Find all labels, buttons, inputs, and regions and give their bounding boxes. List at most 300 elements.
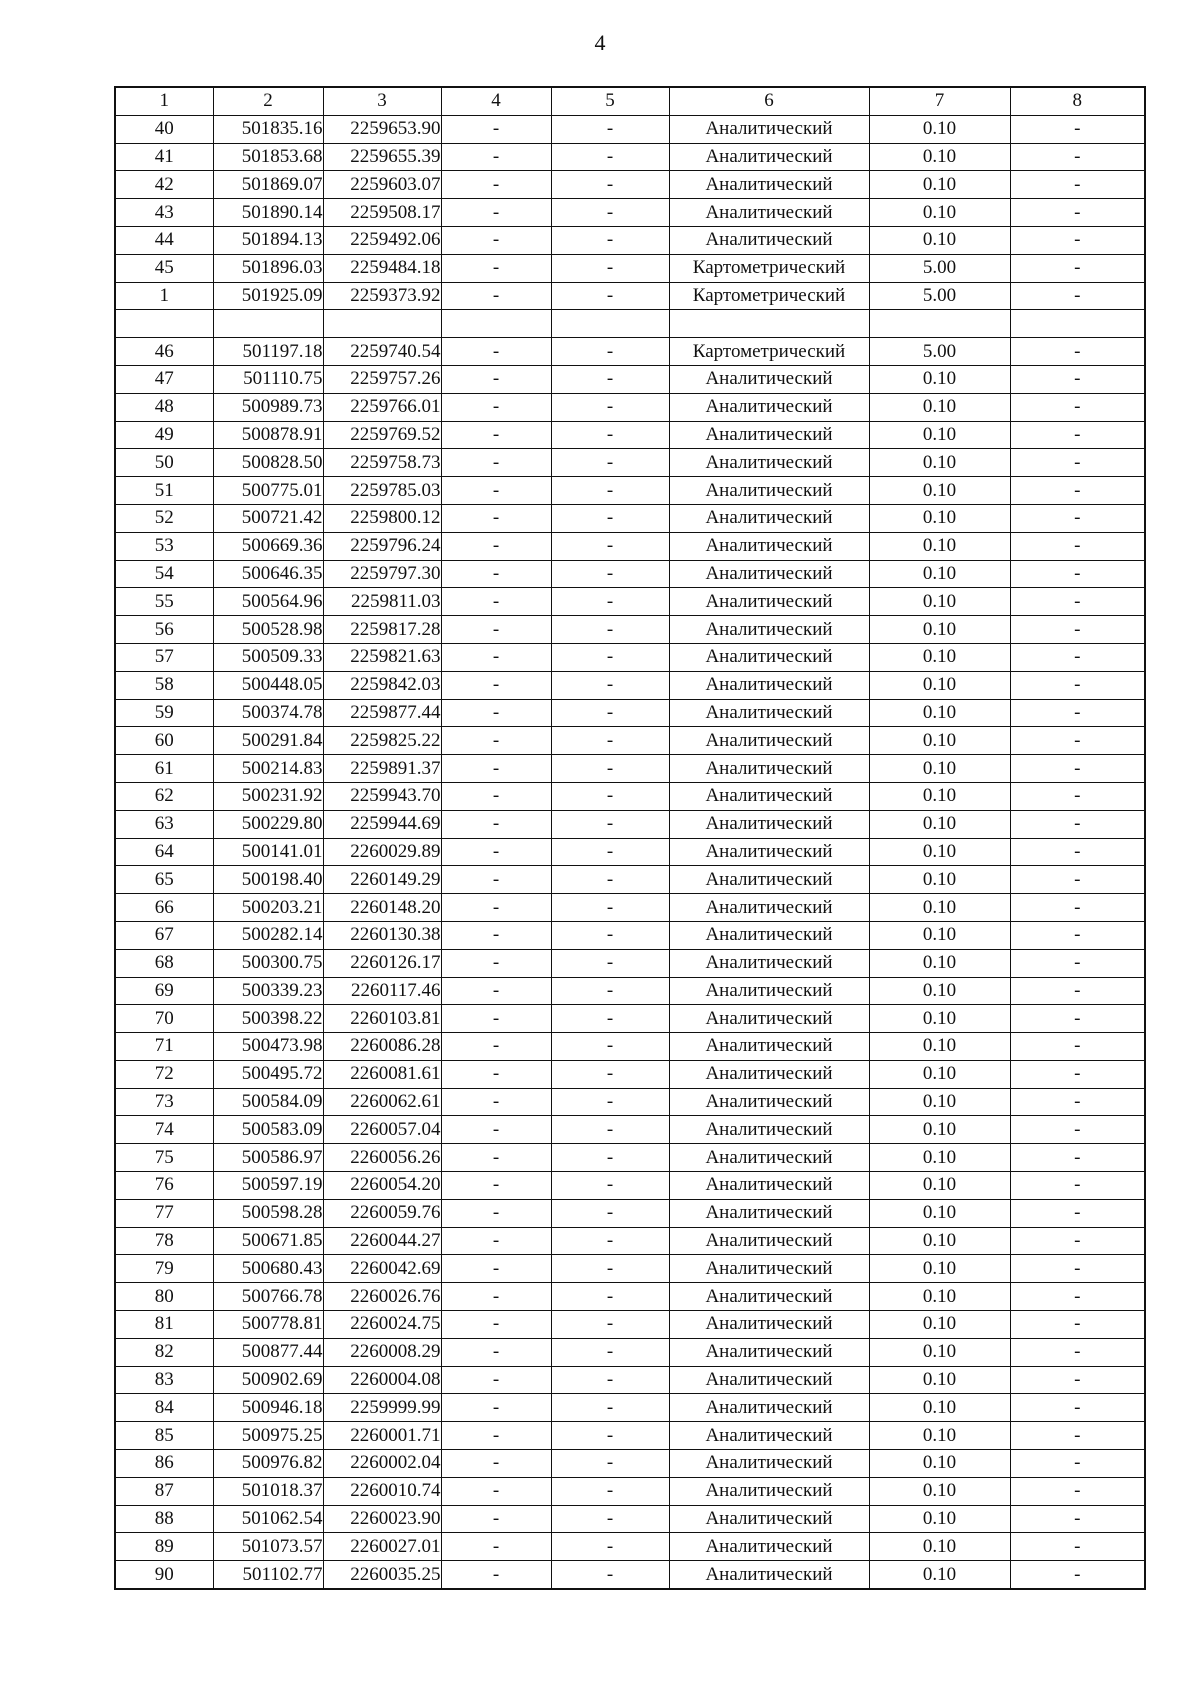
cell-point-number: 57 [115,643,213,671]
cell-accuracy: 0.10 [869,977,1010,1005]
cell-accuracy: 0.10 [869,1505,1010,1533]
cell-accuracy: 0.10 [869,866,1010,894]
cell-y-coordinate: 2259653.90 [323,115,441,143]
cell-col-4: - [441,338,551,366]
cell-col-5: - [551,699,669,727]
cell-col-5: - [551,338,669,366]
table-row [115,1561,1145,1589]
cell-point-number: 41 [115,143,213,171]
cell-col-8: - [1010,1533,1145,1561]
cell-x-coordinate: 500989.73 [213,393,323,421]
cell-col-5: - [551,1116,669,1144]
cell-col-8: - [1010,1199,1145,1227]
table-row [115,810,1145,838]
table-row [115,1255,1145,1283]
table-row [115,1505,1145,1533]
cell-y-coordinate: 2260056.26 [323,1144,441,1172]
table-row [115,699,1145,727]
cell-method: Аналитический [669,1088,869,1116]
coordinates-table [114,86,1146,1590]
cell-accuracy: 0.10 [869,365,1010,393]
cell-method: Аналитический [669,1060,869,1088]
cell-x-coordinate: 501073.57 [213,1533,323,1561]
cell-x-coordinate [213,310,323,338]
cell-accuracy: 0.10 [869,699,1010,727]
cell-method: Аналитический [669,171,869,199]
cell-col-4: - [441,504,551,532]
cell-y-coordinate: 2259842.03 [323,671,441,699]
cell-x-coordinate: 500300.75 [213,949,323,977]
cell-col-4: - [441,1533,551,1561]
cell-col-5: - [551,226,669,254]
cell-col-5: - [551,782,669,810]
cell-accuracy: 0.10 [869,755,1010,783]
cell-accuracy: 5.00 [869,254,1010,282]
cell-accuracy: 0.10 [869,171,1010,199]
cell-accuracy: 0.10 [869,616,1010,644]
cell-point-number: 87 [115,1477,213,1505]
cell-accuracy: 0.10 [869,894,1010,922]
cell-y-coordinate: 2260054.20 [323,1172,441,1200]
cell-y-coordinate: 2259800.12 [323,504,441,532]
header-cell-col-8: 8 [1010,87,1145,115]
cell-col-4: - [441,1144,551,1172]
cell-accuracy: 0.10 [869,727,1010,755]
cell-point-number: 86 [115,1450,213,1478]
cell-method: Аналитический [669,588,869,616]
cell-y-coordinate: 2259373.92 [323,282,441,310]
table-row [115,477,1145,505]
cell-col-5: - [551,1533,669,1561]
cell-point-number: 59 [115,699,213,727]
header-cell-col-4: 4 [441,87,551,115]
cell-method: Аналитический [669,560,869,588]
cell-col-8: - [1010,115,1145,143]
cell-col-8: - [1010,977,1145,1005]
cell-y-coordinate: 2259797.30 [323,560,441,588]
cell-col-5: - [551,810,669,838]
table-row [115,338,1145,366]
cell-col-4: - [441,199,551,227]
cell-col-5: - [551,1255,669,1283]
cell-point-number: 51 [115,477,213,505]
cell-col-8: - [1010,1060,1145,1088]
cell-col-5: - [551,1144,669,1172]
cell-col-4: - [441,1477,551,1505]
cell-x-coordinate: 501018.37 [213,1477,323,1505]
table-row [115,588,1145,616]
table-row [115,365,1145,393]
cell-x-coordinate: 500509.33 [213,643,323,671]
cell-method [669,310,869,338]
cell-col-8: - [1010,254,1145,282]
cell-method: Аналитический [669,1283,869,1311]
cell-point-number: 52 [115,504,213,532]
cell-col-5: - [551,1033,669,1061]
cell-col-8: - [1010,282,1145,310]
cell-col-8: - [1010,1144,1145,1172]
cell-method: Аналитический [669,1227,869,1255]
cell-accuracy: 0.10 [869,949,1010,977]
cell-col-4: - [441,477,551,505]
cell-col-4: - [441,532,551,560]
cell-y-coordinate: 2260117.46 [323,977,441,1005]
cell-accuracy: 0.10 [869,1477,1010,1505]
table-row [115,226,1145,254]
cell-y-coordinate: 2259655.39 [323,143,441,171]
cell-accuracy: 0.10 [869,810,1010,838]
cell-col-5: - [551,282,669,310]
table-row [115,921,1145,949]
cell-y-coordinate: 2259785.03 [323,477,441,505]
cell-accuracy: 0.10 [869,643,1010,671]
cell-col-8: - [1010,171,1145,199]
cell-method: Аналитический [669,1005,869,1033]
table-row [115,1366,1145,1394]
cell-x-coordinate: 500975.25 [213,1422,323,1450]
cell-col-4: - [441,1450,551,1478]
cell-x-coordinate: 500398.22 [213,1005,323,1033]
cell-y-coordinate: 2260042.69 [323,1255,441,1283]
cell-point-number: 73 [115,1088,213,1116]
header-cell-method: 6 [669,87,869,115]
cell-accuracy: 0.10 [869,782,1010,810]
cell-col-8: - [1010,1172,1145,1200]
cell-y-coordinate: 2260103.81 [323,1005,441,1033]
cell-x-coordinate: 501894.13 [213,226,323,254]
cell-col-5: - [551,977,669,1005]
cell-col-4: - [441,866,551,894]
table-row [115,449,1145,477]
cell-point-number: 50 [115,449,213,477]
cell-y-coordinate: 2259740.54 [323,338,441,366]
table-row [115,1311,1145,1339]
cell-col-8: - [1010,199,1145,227]
cell-accuracy: 5.00 [869,282,1010,310]
cell-col-5: - [551,1394,669,1422]
cell-method: Аналитический [669,810,869,838]
header-cell-point-number: 1 [115,87,213,115]
table-row [115,1033,1145,1061]
table-row [115,977,1145,1005]
cell-col-8: - [1010,226,1145,254]
cell-x-coordinate: 501925.09 [213,282,323,310]
cell-x-coordinate: 500976.82 [213,1450,323,1478]
cell-point-number: 54 [115,560,213,588]
cell-col-4: - [441,1422,551,1450]
cell-method: Аналитический [669,365,869,393]
cell-col-8: - [1010,727,1145,755]
cell-col-8: - [1010,1505,1145,1533]
cell-col-8: - [1010,560,1145,588]
cell-col-4: - [441,393,551,421]
table-row [115,894,1145,922]
cell-col-5: - [551,199,669,227]
cell-col-5: - [551,1283,669,1311]
cell-col-5: - [551,1338,669,1366]
table-row [115,1144,1145,1172]
cell-method: Аналитический [669,894,869,922]
cell-col-8: - [1010,1477,1145,1505]
cell-point-number: 76 [115,1172,213,1200]
table-row [115,755,1145,783]
cell-col-4: - [441,1366,551,1394]
cell-col-4: - [441,365,551,393]
cell-y-coordinate: 2259484.18 [323,254,441,282]
cell-col-4: - [441,1505,551,1533]
cell-col-5: - [551,1477,669,1505]
cell-col-4: - [441,755,551,783]
cell-col-4: - [441,143,551,171]
cell-x-coordinate: 500828.50 [213,449,323,477]
cell-point-number: 68 [115,949,213,977]
table-row [115,616,1145,644]
cell-col-8: - [1010,616,1145,644]
cell-accuracy: 0.10 [869,477,1010,505]
cell-accuracy: 0.10 [869,1088,1010,1116]
table-row [115,1283,1145,1311]
cell-method: Аналитический [669,755,869,783]
cell-col-5: - [551,894,669,922]
table-row [115,727,1145,755]
cell-accuracy: 0.10 [869,1227,1010,1255]
cell-method: Аналитический [669,1311,869,1339]
cell-col-5: - [551,838,669,866]
cell-col-4: - [441,226,551,254]
cell-accuracy: 0.10 [869,921,1010,949]
cell-point-number: 45 [115,254,213,282]
cell-y-coordinate: 2260062.61 [323,1088,441,1116]
cell-col-5: - [551,1366,669,1394]
table-row [115,421,1145,449]
cell-col-5: - [551,866,669,894]
cell-point-number: 79 [115,1255,213,1283]
cell-accuracy: 5.00 [869,338,1010,366]
cell-col-8 [1010,310,1145,338]
table-row [115,782,1145,810]
cell-point-number: 1 [115,282,213,310]
cell-method: Аналитический [669,1422,869,1450]
cell-point-number: 88 [115,1505,213,1533]
table-row [115,838,1145,866]
cell-method: Аналитический [669,1144,869,1172]
cell-col-5: - [551,727,669,755]
cell-y-coordinate: 2259603.07 [323,171,441,199]
cell-col-5: - [551,171,669,199]
cell-col-8: - [1010,143,1145,171]
cell-x-coordinate: 500141.01 [213,838,323,866]
cell-x-coordinate: 500448.05 [213,671,323,699]
cell-y-coordinate [323,310,441,338]
table-row [115,504,1145,532]
cell-col-5: - [551,421,669,449]
cell-col-8: - [1010,365,1145,393]
cell-point-number: 81 [115,1311,213,1339]
cell-col-4: - [441,1060,551,1088]
cell-y-coordinate: 2260002.04 [323,1450,441,1478]
cell-method: Аналитический [669,1450,869,1478]
cell-col-8: - [1010,755,1145,783]
cell-col-8: - [1010,1366,1145,1394]
cell-col-5: - [551,588,669,616]
cell-accuracy: 0.10 [869,1311,1010,1339]
cell-x-coordinate: 500231.92 [213,782,323,810]
cell-y-coordinate: 2260027.01 [323,1533,441,1561]
cell-col-8: - [1010,504,1145,532]
cell-method: Аналитический [669,1116,869,1144]
table-row [115,560,1145,588]
cell-x-coordinate: 500528.98 [213,616,323,644]
cell-point-number: 69 [115,977,213,1005]
cell-point-number: 44 [115,226,213,254]
cell-point-number: 77 [115,1199,213,1227]
cell-y-coordinate: 2260001.71 [323,1422,441,1450]
cell-y-coordinate: 2259758.73 [323,449,441,477]
table-row [115,115,1145,143]
cell-col-4: - [441,588,551,616]
cell-col-8: - [1010,810,1145,838]
cell-col-8: - [1010,1311,1145,1339]
table-row [115,1227,1145,1255]
cell-y-coordinate: 2260029.89 [323,838,441,866]
cell-y-coordinate: 2260130.38 [323,921,441,949]
table-row [115,1477,1145,1505]
cell-x-coordinate: 501102.77 [213,1561,323,1589]
cell-method: Аналитический [669,1255,869,1283]
cell-point-number: 74 [115,1116,213,1144]
cell-point-number: 90 [115,1561,213,1589]
cell-method: Аналитический [669,727,869,755]
cell-accuracy: 0.10 [869,1366,1010,1394]
cell-x-coordinate: 500214.83 [213,755,323,783]
cell-x-coordinate: 501853.68 [213,143,323,171]
cell-accuracy: 0.10 [869,1283,1010,1311]
table-row [115,532,1145,560]
cell-col-8: - [1010,1338,1145,1366]
cell-col-5: - [551,755,669,783]
cell-col-8: - [1010,921,1145,949]
cell-accuracy: 0.10 [869,1144,1010,1172]
cell-col-5: - [551,1060,669,1088]
cell-method: Аналитический [669,1338,869,1366]
table-row [115,310,1145,338]
cell-accuracy: 0.10 [869,226,1010,254]
cell-accuracy: 0.10 [869,588,1010,616]
table-row [115,866,1145,894]
cell-col-5: - [551,1311,669,1339]
table-row [115,1116,1145,1144]
cell-col-8: - [1010,421,1145,449]
cell-x-coordinate: 501896.03 [213,254,323,282]
cell-point-number: 46 [115,338,213,366]
cell-point-number [115,310,213,338]
cell-col-5: - [551,616,669,644]
cell-col-4: - [441,977,551,1005]
cell-point-number: 42 [115,171,213,199]
cell-y-coordinate: 2259817.28 [323,616,441,644]
cell-col-4: - [441,282,551,310]
cell-col-8: - [1010,477,1145,505]
cell-col-4: - [441,810,551,838]
cell-accuracy: 0.10 [869,421,1010,449]
cell-point-number: 67 [115,921,213,949]
cell-col-4: - [441,171,551,199]
cell-col-5: - [551,1450,669,1478]
cell-method: Аналитический [669,838,869,866]
cell-col-5: - [551,643,669,671]
cell-point-number: 49 [115,421,213,449]
cell-method: Аналитический [669,977,869,1005]
cell-point-number: 47 [115,365,213,393]
cell-method: Аналитический [669,477,869,505]
cell-accuracy [869,310,1010,338]
cell-col-4: - [441,1227,551,1255]
cell-method: Аналитический [669,866,869,894]
cell-method: Картометрический [669,282,869,310]
cell-method: Аналитический [669,1394,869,1422]
cell-point-number: 56 [115,616,213,644]
cell-point-number: 89 [115,1533,213,1561]
cell-col-5: - [551,504,669,532]
table-row [115,949,1145,977]
cell-col-4: - [441,1199,551,1227]
cell-point-number: 72 [115,1060,213,1088]
table-row [115,282,1145,310]
table-row [115,254,1145,282]
cell-accuracy: 0.10 [869,1561,1010,1589]
cell-col-8: - [1010,949,1145,977]
cell-col-4: - [441,949,551,977]
cell-method: Картометрический [669,254,869,282]
table-row [115,1199,1145,1227]
cell-col-4: - [441,671,551,699]
cell-y-coordinate: 2259508.17 [323,199,441,227]
cell-col-4: - [441,894,551,922]
table-row [115,199,1145,227]
cell-method: Аналитический [669,449,869,477]
cell-col-8: - [1010,1283,1145,1311]
cell-col-5: - [551,115,669,143]
cell-accuracy: 0.10 [869,143,1010,171]
cell-y-coordinate: 2259811.03 [323,588,441,616]
cell-x-coordinate: 500473.98 [213,1033,323,1061]
cell-x-coordinate: 500946.18 [213,1394,323,1422]
cell-y-coordinate: 2259825.22 [323,727,441,755]
cell-col-5: - [551,1199,669,1227]
cell-col-4: - [441,254,551,282]
cell-point-number: 78 [115,1227,213,1255]
table-row [115,171,1145,199]
cell-point-number: 61 [115,755,213,783]
cell-x-coordinate: 500229.80 [213,810,323,838]
cell-col-8: - [1010,866,1145,894]
cell-col-4: - [441,1255,551,1283]
cell-point-number: 71 [115,1033,213,1061]
cell-col-4: - [441,1338,551,1366]
cell-col-8: - [1010,838,1145,866]
header-cell-y-coordinate: 3 [323,87,441,115]
cell-method: Аналитический [669,699,869,727]
cell-col-8: - [1010,894,1145,922]
cell-y-coordinate: 2259999.99 [323,1394,441,1422]
cell-method: Аналитический [669,199,869,227]
cell-method: Аналитический [669,115,869,143]
cell-y-coordinate: 2260004.08 [323,1366,441,1394]
cell-y-coordinate: 2259769.52 [323,421,441,449]
cell-accuracy: 0.10 [869,1172,1010,1200]
cell-x-coordinate: 501890.14 [213,199,323,227]
table-body [115,87,1145,1589]
